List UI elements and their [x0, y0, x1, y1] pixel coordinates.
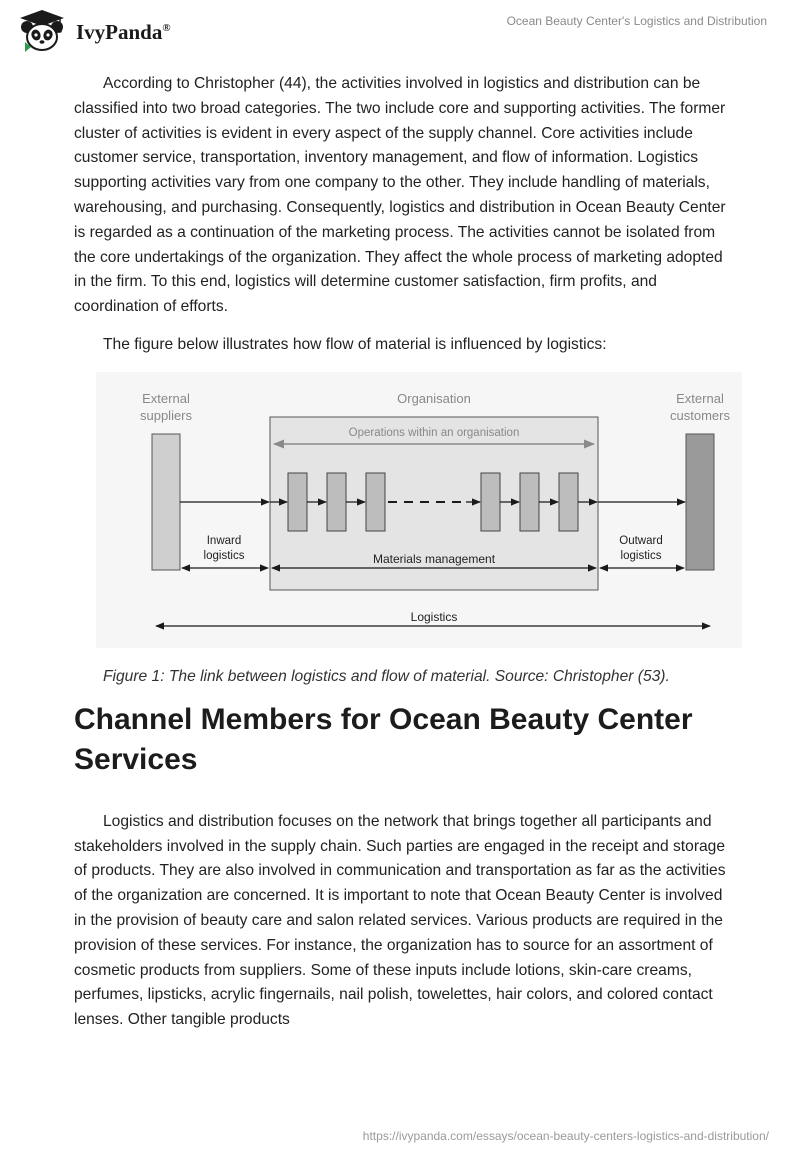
inward-logistics-label: logistics [203, 549, 245, 562]
materials-management-label: Materials management [372, 551, 496, 566]
paragraph: The figure below illustrates how flow of material is influenced by logistics: [103, 335, 607, 353]
figure-caption: Figure 1: The link between logistics and flow of material. Source: Christopher (53). [103, 667, 670, 685]
external-suppliers-label: External [142, 390, 190, 406]
external-customers-label: External [676, 390, 724, 406]
paragraph: Logistics and distribution focuses on the network that brings together all participants and stakeholders involved in the supply chain. Such parties are engaged in the receipt and storage of products. They are also involved in communication and transportation as far as the activities of the organization are concerned. It is important to note that Ocean Beauty Center is involved in the provision of beauty care and salon related services. Various products are required in the provision of these services. For instance, the organization has to source for an assortment of cosmetic products from suppliers. Some of these inputs include lotions, skin-care creams, perfumes, lipsticks, acrylic fingernails, nail polish, towelettes, hair colors, and colored contact lenses. Other tangible products [74, 812, 726, 1029]
process-box [481, 473, 500, 531]
external-suppliers-label: suppliers [139, 407, 193, 423]
document-title: Ocean Beauty Center's Logistics and Distribution [506, 14, 767, 28]
brand-name: IvyPanda® [76, 19, 171, 44]
logistics-diagram [96, 372, 742, 648]
process-box [366, 473, 385, 531]
outward-logistics-label: Outward [619, 534, 663, 547]
outward-logistics-label: logistics [620, 549, 662, 562]
process-box [559, 473, 578, 531]
logistics-flow-figure [96, 372, 742, 648]
article-content [74, 72, 730, 1033]
paragraph: According to Christopher (44), the activities involved in logistics and distribution can be classified into two broad categories. The two include core and supporting activities. The former cluster of activities is evident in every aspect of the supply channel. Core activities include customer service, transportation, inventory management, and flow of information. Logistics supporting activities vary from one company to the other. They include handling of materials, warehousing, and purchasing. Consequently, logistics and distribution in Ocean Beauty Center is regarded as a continuation of the marketing process. The activities cannot be isolated from the core undertakings of the organization. They affect the whole process of marketing adopted in the firm. To this end, logistics will determine customer satisfaction, firm profits, and coordination of efforts. [74, 75, 726, 316]
registered-mark: ® [162, 21, 171, 34]
process-box [520, 473, 539, 531]
source-url-link[interactable]: https://ivypanda.com/essays/ocean-beauty-centers-logistics-and-distribution/ [362, 1129, 769, 1143]
external-customers-box [686, 434, 714, 570]
process-box [327, 473, 346, 531]
external-customers-label: customers [670, 407, 730, 423]
brand-logo[interactable] [16, 8, 171, 54]
page-header [0, 0, 800, 64]
external-suppliers-box [152, 434, 180, 570]
section-heading: Channel Members for Ocean Beauty Center Services [74, 702, 693, 776]
logistics-label: Logistics [410, 609, 458, 624]
process-box [288, 473, 307, 531]
panda-graduate-icon [16, 8, 68, 54]
inward-logistics-label: Inward [206, 534, 242, 547]
operations-label: Operations within an organisation [348, 426, 520, 439]
organisation-label: Organisation [397, 390, 471, 406]
